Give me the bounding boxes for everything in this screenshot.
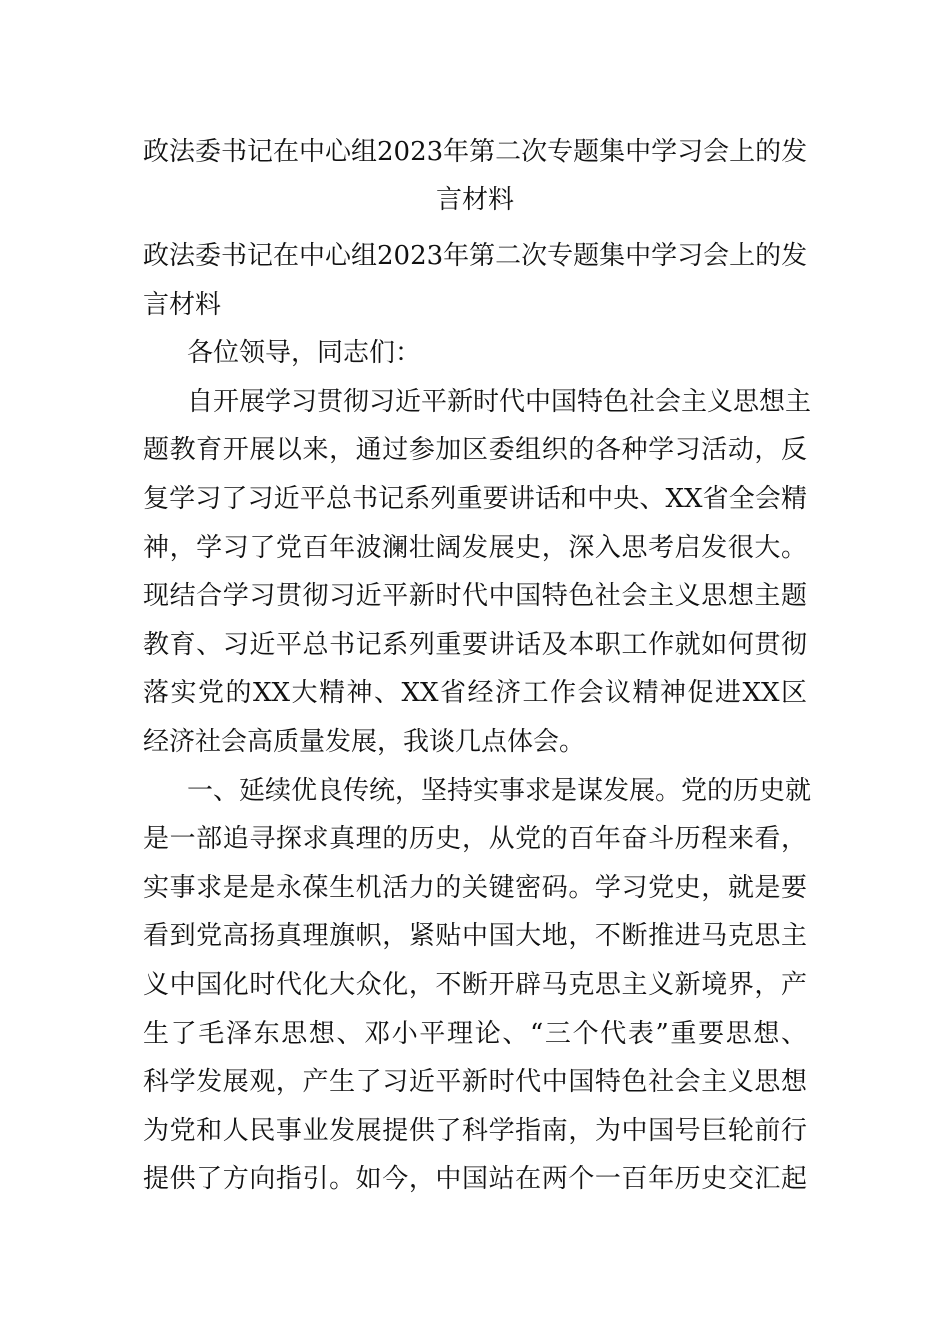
document-body [143, 232, 812, 1204]
body-line: 看到党高扬真理旗帜，紧贴中国大地，不断推进马克思主 [143, 921, 807, 952]
body-line: 题教育开展以来，通过参加区委组织的各种学习活动，反 [143, 435, 807, 466]
body-line: 生了毛泽东思想、邓小平理论、“三个代表”重要思想、 [143, 1018, 807, 1049]
body-line: 是一部追寻探求真理的历史，从党的百年奋斗历程来看， [143, 824, 807, 855]
body-line: 现结合学习贯彻习近平新时代中国特色社会主义思想主题 [143, 581, 807, 612]
body-line: 科学发展观，产生了习近平新时代中国特色社会主义思想 [143, 1067, 807, 1098]
body-line: 经济社会高质量发展，我谈几点体会。 [143, 726, 586, 757]
body-line: 教育、习近平总书记系列重要讲话及本职工作就如何贯彻 [143, 629, 807, 660]
document-title-line-1: 政法委书记在中心组2023年第二次专题集中学习会上的发 [143, 137, 808, 167]
body-line: 政法委书记在中心组2023年第二次专题集中学习会上的发 [143, 241, 808, 271]
body-line: 复学习了习近平总书记系列重要讲话和中央、XX省全会精 [143, 483, 807, 514]
salutation: 各位领导，同志们： [187, 338, 422, 369]
body-line: 自开展学习贯彻习近平新时代中国特色社会主义思想主 [187, 386, 812, 417]
body-line: 落实党的XX大精神、XX省经济工作会议精神促进XX区 [143, 678, 807, 709]
document-title-line-2: 言材料 [435, 185, 514, 215]
body-line: 神，学习了党百年波澜壮阔发展史，深入思考启发很大。 [143, 532, 807, 563]
body-line: 提供了方向指引。如今，中国站在两个一百年历史交汇起 [143, 1164, 807, 1195]
body-line: 义中国化时代化大众化，不断开辟马克思主义新境界，产 [143, 969, 807, 1000]
body-line: 言材料 [143, 289, 222, 320]
body-line: 为党和人民事业发展提供了科学指南，为中国号巨轮前行 [143, 1115, 807, 1146]
body-line: 实事求是是永葆生机活力的关键密码。学习党史，就是要 [143, 872, 807, 903]
section-heading-line: 一、延续优良传统，坚持实事求是谋发展。党的历史就 [187, 775, 812, 806]
